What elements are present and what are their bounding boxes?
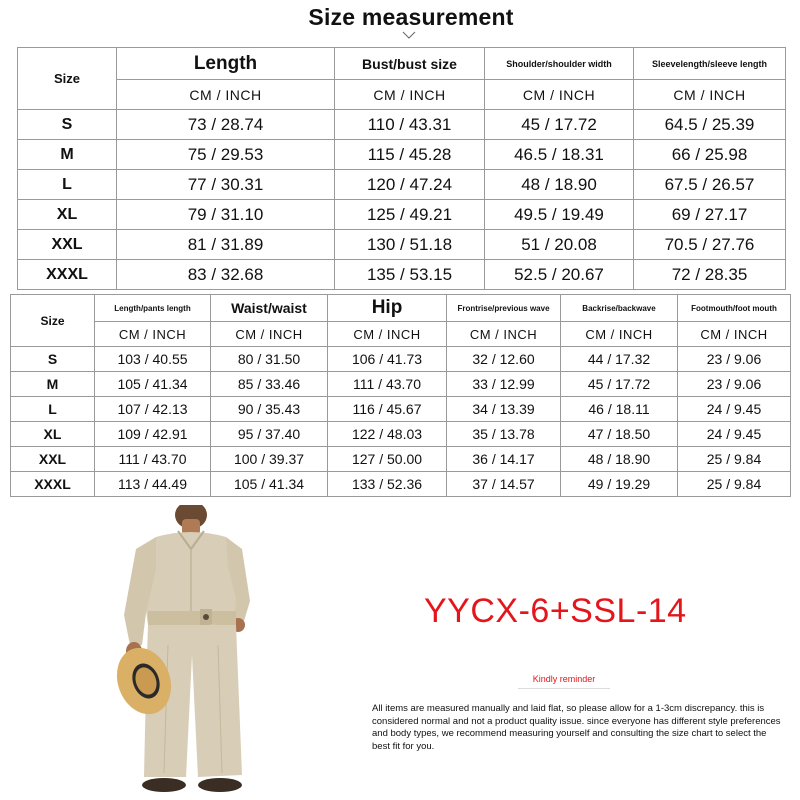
- column-header-foot-mouth: Footmouth/foot mouth: [678, 295, 791, 322]
- measurement-cell: 64.5 / 25.39: [634, 110, 786, 140]
- measurement-cell: 24 / 9.45: [678, 422, 791, 447]
- measurement-cell: 90 / 35.43: [211, 397, 328, 422]
- table-row: [11, 447, 791, 472]
- measurement-cell: 23 / 9.06: [678, 372, 791, 397]
- measurement-cell: 69 / 27.17: [634, 200, 786, 230]
- column-header-bust: Bust/bust size: [335, 48, 485, 80]
- measurement-cell: 72 / 28.35: [634, 260, 786, 290]
- pants-size-table: [10, 294, 791, 497]
- measurement-cell: 79 / 31.10: [117, 200, 335, 230]
- table-row: [18, 170, 786, 200]
- product-code: YYCX-6+SSL-14: [424, 592, 687, 630]
- measurement-cell: 47 / 18.50: [561, 422, 678, 447]
- measurement-cell: 46.5 / 18.31: [485, 140, 634, 170]
- measurement-cell: 45 / 17.72: [561, 372, 678, 397]
- measurement-cell: 95 / 37.40: [211, 422, 328, 447]
- size-label: XXXL: [18, 260, 117, 290]
- reminder-text: All items are measured manually and laid flat, so please allow for a 1-3cm discrepancy. this is considered normal and not a product quality issue. since everyone has different style preferences and body types, we recommend measuring yourself and consulting the size chart to select the best fit for you.: [372, 703, 781, 752]
- measurement-cell: 49 / 19.29: [561, 472, 678, 497]
- measurement-cell: 115 / 45.28: [335, 140, 485, 170]
- measurement-cell: 51 / 20.08: [485, 230, 634, 260]
- table-row: [11, 372, 791, 397]
- measurement-cell: 106 / 41.73: [328, 347, 447, 372]
- chevron-down-icon: [402, 31, 416, 39]
- table-row: [11, 472, 791, 497]
- measurement-cell: 48 / 18.90: [485, 170, 634, 200]
- measurement-cell: 25 / 9.84: [678, 472, 791, 497]
- size-label: XL: [18, 200, 117, 230]
- table-row: [18, 140, 786, 170]
- size-label: XL: [11, 422, 95, 447]
- measurement-cell: 23 / 9.06: [678, 347, 791, 372]
- unit-label: CM / INCH: [328, 322, 447, 347]
- measurement-cell: 48 / 18.90: [561, 447, 678, 472]
- unit-label: CM / INCH: [95, 322, 211, 347]
- measurement-cell: 66 / 25.98: [634, 140, 786, 170]
- measurement-cell: 46 / 18.11: [561, 397, 678, 422]
- measurement-cell: 105 / 41.34: [211, 472, 328, 497]
- column-header-back-rise: Backrise/backwave: [561, 295, 678, 322]
- size-label: XXXL: [11, 472, 95, 497]
- measurement-cell: 73 / 28.74: [117, 110, 335, 140]
- size-label: S: [18, 110, 117, 140]
- top-size-table: [17, 47, 786, 290]
- measurement-cell: 49.5 / 19.49: [485, 200, 634, 230]
- measurement-cell: 109 / 42.91: [95, 422, 211, 447]
- column-header-waist: Waist/waist: [211, 295, 328, 322]
- measurement-cell: 105 / 41.34: [95, 372, 211, 397]
- measurement-cell: 45 / 17.72: [485, 110, 634, 140]
- column-header-shoulder: Shoulder/shoulder width: [485, 48, 634, 80]
- column-header-length: Length: [117, 48, 335, 80]
- measurement-cell: 130 / 51.18: [335, 230, 485, 260]
- measurement-cell: 81 / 31.89: [117, 230, 335, 260]
- unit-label: CM / INCH: [211, 322, 328, 347]
- measurement-cell: 133 / 52.36: [328, 472, 447, 497]
- measurement-cell: 32 / 12.60: [447, 347, 561, 372]
- measurement-cell: 70.5 / 27.76: [634, 230, 786, 260]
- unit-label: CM / INCH: [561, 322, 678, 347]
- measurement-cell: 67.5 / 26.57: [634, 170, 786, 200]
- unit-label: CM / INCH: [678, 322, 791, 347]
- measurement-cell: 103 / 40.55: [95, 347, 211, 372]
- unit-label: CM / INCH: [485, 80, 634, 110]
- measurement-cell: 116 / 45.67: [328, 397, 447, 422]
- size-label: XXL: [11, 447, 95, 472]
- measurement-cell: 37 / 14.57: [447, 472, 561, 497]
- size-label: S: [11, 347, 95, 372]
- measurement-cell: 122 / 48.03: [328, 422, 447, 447]
- model-photo: [60, 505, 320, 800]
- measurement-cell: 125 / 49.21: [335, 200, 485, 230]
- table-row: [18, 110, 786, 140]
- measurement-cell: 110 / 43.31: [335, 110, 485, 140]
- unit-label: CM / INCH: [447, 322, 561, 347]
- measurement-cell: 36 / 14.17: [447, 447, 561, 472]
- size-label: XXL: [18, 230, 117, 260]
- unit-label: CM / INCH: [335, 80, 485, 110]
- column-header-front-rise: Frontrise/previous wave: [447, 295, 561, 322]
- measurement-cell: 33 / 12.99: [447, 372, 561, 397]
- divider: [518, 688, 610, 689]
- size-header: Size: [18, 48, 117, 110]
- unit-label: CM / INCH: [634, 80, 786, 110]
- reminder-title: Kindly reminder: [532, 674, 596, 684]
- measurement-cell: 85 / 33.46: [211, 372, 328, 397]
- measurement-cell: 111 / 43.70: [95, 447, 211, 472]
- measurement-cell: 80 / 31.50: [211, 347, 328, 372]
- measurement-cell: 135 / 53.15: [335, 260, 485, 290]
- measurement-cell: 120 / 47.24: [335, 170, 485, 200]
- measurement-cell: 127 / 50.00: [328, 447, 447, 472]
- measurement-cell: 113 / 44.49: [95, 472, 211, 497]
- size-label: L: [18, 170, 117, 200]
- measurement-cell: 77 / 30.31: [117, 170, 335, 200]
- size-label: M: [18, 140, 117, 170]
- unit-label: CM / INCH: [117, 80, 335, 110]
- measurement-cell: 24 / 9.45: [678, 397, 791, 422]
- measurement-cell: 52.5 / 20.67: [485, 260, 634, 290]
- table-row: [11, 347, 791, 372]
- page-title: Size measurement: [308, 4, 514, 30]
- measurement-cell: 107 / 42.13: [95, 397, 211, 422]
- table-row: [11, 397, 791, 422]
- table-row: [11, 422, 791, 447]
- measurement-cell: 111 / 43.70: [328, 372, 447, 397]
- measurement-cell: 100 / 39.37: [211, 447, 328, 472]
- size-label: L: [11, 397, 95, 422]
- measurement-cell: 44 / 17.32: [561, 347, 678, 372]
- column-header-pants-length: Length/pants length: [95, 295, 211, 322]
- column-header-sleeve: Sleevelength/sleeve length: [634, 48, 786, 80]
- column-header-hip: Hip: [328, 295, 447, 322]
- size-label: M: [11, 372, 95, 397]
- measurement-cell: 25 / 9.84: [678, 447, 791, 472]
- measurement-cell: 34 / 13.39: [447, 397, 561, 422]
- measurement-cell: 35 / 13.78: [447, 422, 561, 447]
- table-row: [18, 230, 786, 260]
- table-row: [18, 260, 786, 290]
- table-row: [18, 200, 786, 230]
- measurement-cell: 83 / 32.68: [117, 260, 335, 290]
- size-header: Size: [11, 295, 95, 347]
- measurement-cell: 75 / 29.53: [117, 140, 335, 170]
